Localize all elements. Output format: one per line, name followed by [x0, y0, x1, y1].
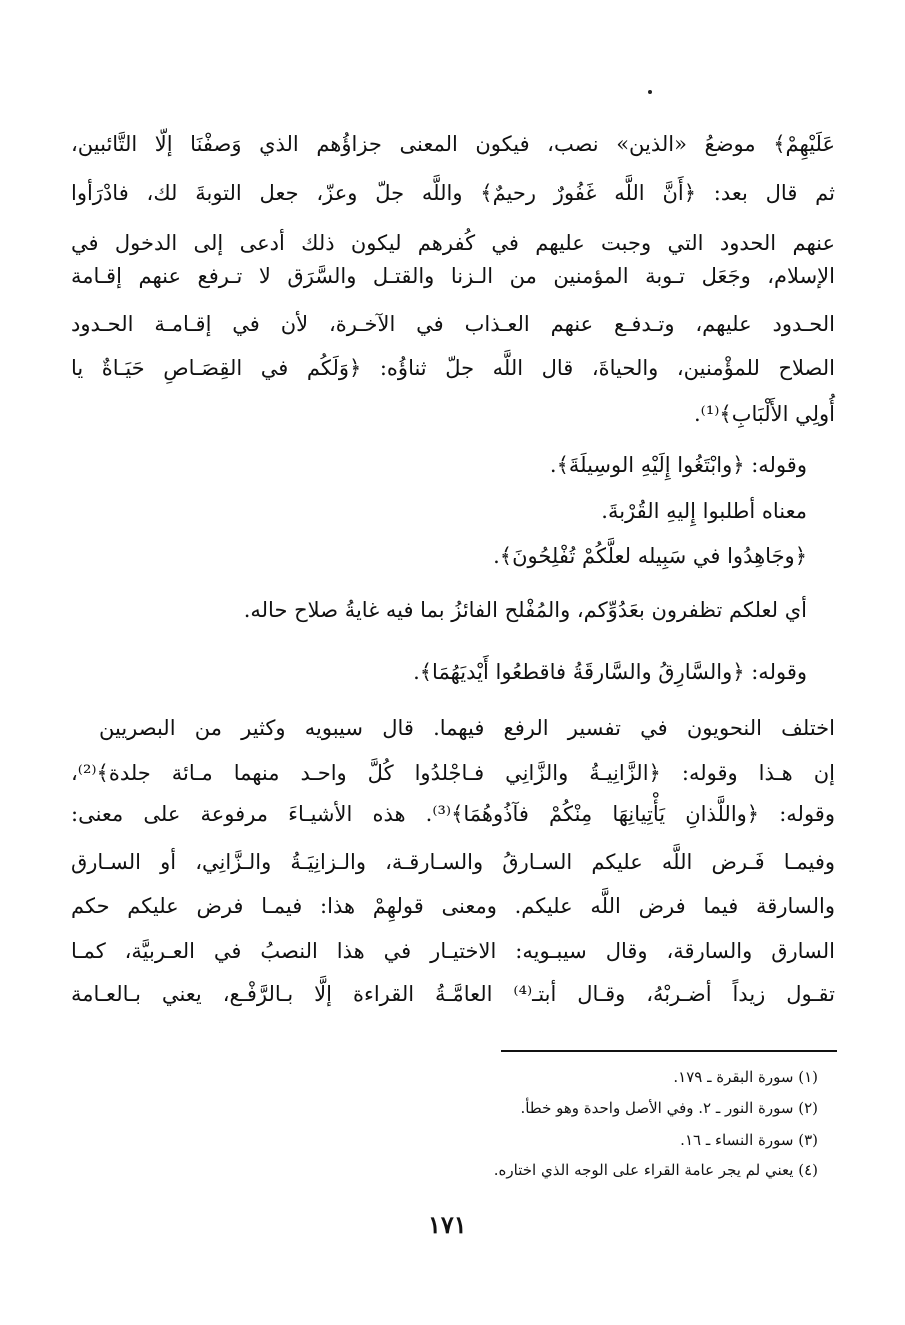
text-line: الإسلام، وجَعَل تـوبة المؤمنين من الـزنا والقتـل والسَّرَق لا تـرفع عنهم إقـامة	[71, 264, 835, 288]
text-line: وفيمـا فَـرض اللَّه عليكم السـارقُ والسـارقـة، والـزانِيَـةُ والـزَّانِي، أو السـارق	[71, 850, 835, 874]
footnote: (٤) يعني لم يجر عامة القراء على الوجه الذي اختاره.	[493, 1161, 818, 1179]
text-line: ﴿وجَاهِدُوا في سَبِيله لعلَّكُمْ تُفْلِحُونَ﴾.	[493, 544, 807, 568]
text-line: معناه أطلبوا إِليهِ القُرْبةَ.	[601, 499, 807, 523]
text-line: وقوله: ﴿والسَّارِقُ والسَّارقَةُ فاقطعُوا أَيْديَهُمَا﴾.	[413, 660, 807, 684]
footnote: (١) سورة البقرة ـ ١٧٩.	[673, 1068, 818, 1086]
page-number: ١٧١	[428, 1210, 467, 1239]
text-line: والسارقة فيما فرض اللَّه عليكم. ومعنى قولهِمْ هذا: فيمـا فرض عليكم حكم	[71, 894, 835, 918]
text-line: وقوله: ﴿وابْتَغُوا إِلَيْهِ الوسِيلَةَ﴾.	[549, 453, 807, 477]
footnote: (٢) سورة النور ـ ٢. وفي الأصل واحدة وهو خطأ.	[520, 1099, 818, 1117]
footnote-divider	[501, 1050, 837, 1052]
text-line: تقـول زيداً أضـربْهُ، وقـال أبتـ⁽⁴⁾ العامَّـةُ القراءة إلَّا بـالرَّفْـع، يعني بـالعـامة	[71, 982, 836, 1006]
text-line: أي لعلكم تظفرون بعَدُوِّكم، والمُفْلح الفائزُ بما فيه غايةُ صلاح حاله.	[243, 598, 807, 622]
footnote: (٣) سورة النساء ـ ١٦.	[680, 1131, 818, 1149]
text-line: إن هـذا وقوله: ﴿الزَّانِيـةُ والزَّانِي فـاجْلدُوا كُلَّ واحـد منهما مـائة جلدة﴾⁽²⁾،	[71, 761, 835, 785]
text-line: أُولِي الأَلْبَابِ﴾⁽¹⁾.	[694, 402, 835, 426]
page-mark	[648, 90, 652, 94]
text-line: ثم قال بعد: ﴿أَنَّ اللَّه غَفُورٌ رحيمٌ﴾ واللَّه جلّ وعزّ، جعل التوبةَ لك، فادْرَأوا	[71, 181, 835, 205]
text-line: عنهم الحدود التي وجبت عليهم في كُفرهم ليكون ذلك أدعى إلى الدخول في	[71, 231, 835, 255]
text-line: الحـدود عليهم، وتـدفـع عنهم العـذاب في الآخـرة، لأن في إقـامـة الحـدود	[71, 312, 835, 336]
text-line: وقوله: ﴿واللَّذانِ يَأْتِيانِهَا مِنْكُمْ فآذُوهُمَا﴾⁽³⁾. هذه الأشيـاءَ مرفوعة على معنى:	[71, 802, 835, 826]
text-line: الصلاح للمؤْمنين، والحياةَ، قال اللَّه جلّ ثناؤُه: ﴿وَلَكُم في القِصَـاصِ حَيَـاةٌ يا	[71, 356, 835, 380]
text-line: عَلَيْهِمْ﴾ موضعُ «الذين» نصب، فيكون المعنى جزاؤُهم الذي وَصفْنَا إلّا التَّائبين،	[71, 132, 835, 156]
text-line: السارق والسارقة، وقال سيبـويه: الاختيـار في هذا النصبُ في العـربيَّة، كمـا	[71, 939, 835, 963]
text-line: اختلف النحويون في تفسير الرفع فيهما. قال سيبويه وكثير من البصريين	[99, 716, 835, 740]
